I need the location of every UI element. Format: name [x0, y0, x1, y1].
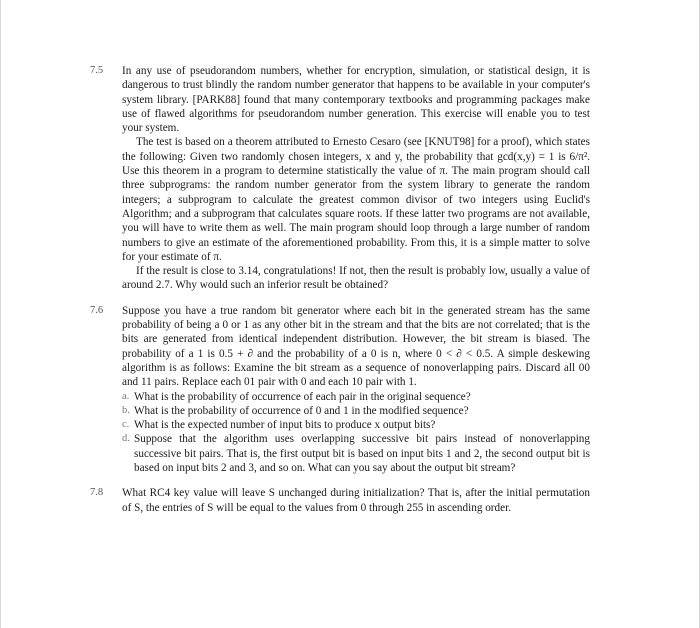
subpart-a	[122, 390, 590, 404]
exercise-number: 7.6	[90, 304, 104, 316]
exercise-paragraph: If the result is close to 3.14, congratulations! If not, then the result is probably low, usually a value of around 2.7. Why would such an inferior result be obtained?	[122, 265, 590, 292]
subpart-letter: a.	[122, 390, 130, 402]
exercise-number: 7.5	[90, 65, 104, 76]
subpart-b	[122, 404, 590, 418]
subpart-text: What is the probability of occurrence of 0 and 1 in the modified sequence?	[134, 404, 469, 417]
exercise-paragraph: What RC4 key value will leave S unchanged during initialization? That is, after the initial permutation of S, the entries of S will be equal to the values from 0 through 255 in ascending order.	[122, 487, 590, 514]
document-page	[90, 64, 590, 515]
subpart-letter: b.	[122, 404, 130, 416]
subpart-c	[122, 418, 590, 432]
exercise-paragraph: In any use of pseudorandom numbers, whether for encryption, simulation, or statistical design, it is dangerous to trust blindly the random number generator that happens to be available in your computer's system library. [PARK88] found that many contemporary textbooks and programming packages make use of flawed algorithms for pseudorandom number generation. This exercise will enable you to test your system.	[122, 65, 590, 135]
exercise-number: 7.8	[90, 487, 104, 499]
subpart-letter: c.	[122, 419, 130, 431]
subpart-text: What is the expected number of input bits to produce x output bits?	[134, 419, 436, 432]
subpart-letter: d.	[122, 433, 130, 445]
subpart-d	[122, 432, 590, 475]
exercise-7-6	[90, 304, 590, 476]
subpart-text: Suppose that the algorithm uses overlapping successive bit pairs instead of nonoverlapping successive bit pairs. That is, the first output bit is based on input bits 1 and 2, the second output bit is based on input bits 2 and 3, and so on. What can you say about the output bit stream?	[134, 433, 590, 475]
exercise-paragraph: The test is based on a theorem attributed to Ernesto Cesaro (see [KNUT98] for a proof), which states the following: Given two randomly chosen integers, x and y, the probability that gcd(x,y) = 1 is 6/π². Use this theorem in a program to determine statistically the value of π. The main program should call three subprograms: the random number generator from the system library to generate the random integers; a subprogram to calculate the greatest common divisor of two integers using Euclid's Algorithm; and a subprogram that calculates square roots. If these latter two programs are not available, you will have to write them as well. The main program should loop through a large number of random numbers to give an estimate of the aforementioned probability. From this, it is a simple matter to solve for your estimate of π.	[122, 136, 590, 263]
exercise-paragraph: Suppose you have a true random bit generator where each bit in the generated stream has the same probability of being a 0 or 1 as any other bit in the stream and that the bits are not correlated; that is the bits are generated from identical independent distribution. However, the bit stream is biased. The probability of a 1 is 0.5 + ∂ and the probability of a 0 is n, where 0 < ∂ < 0.5. A simple deskewing algorithm is as follows: Examine the bit stream as a sequence of nonoverlapping pairs. Discard all 00 and 11 pairs. Replace each 01 pair with 0 and each 10 pair with 1.	[122, 304, 590, 389]
subpart-text: What is the probability of occurrence of each pair in the original sequence?	[134, 390, 471, 403]
exercise-7-5	[90, 64, 590, 293]
exercise-7-8	[90, 486, 590, 515]
